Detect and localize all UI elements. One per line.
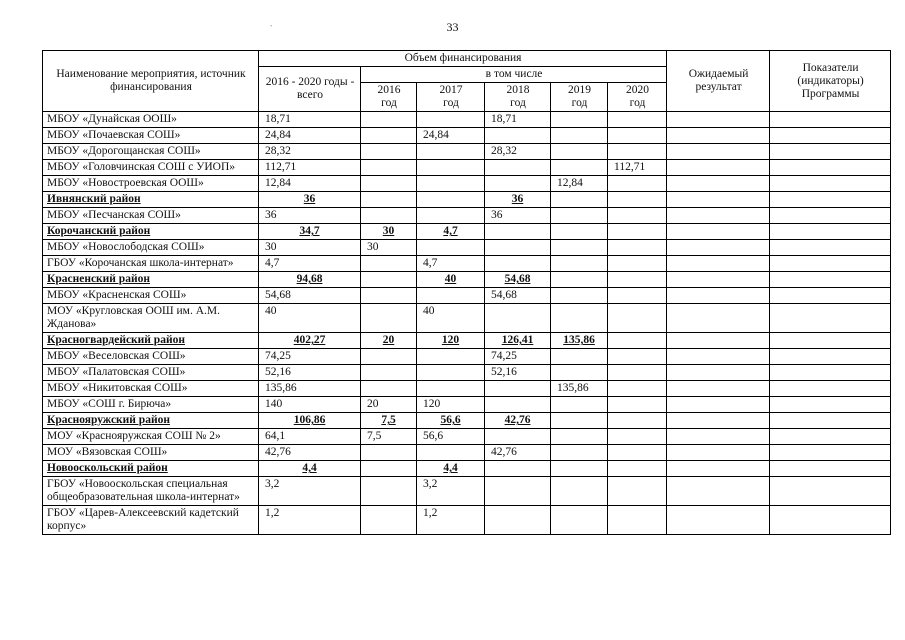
- table-row: [43, 256, 891, 272]
- table-row: [43, 381, 891, 397]
- cell-year-2020: [608, 461, 667, 477]
- cell-year-2019: [551, 477, 608, 506]
- cell-indicators: [770, 208, 891, 224]
- cell-year-2018: 36: [485, 192, 551, 208]
- cell-year-2018: [485, 397, 551, 413]
- cell-year-2019: [551, 461, 608, 477]
- cell-year-2018: [485, 224, 551, 240]
- cell-expected-result: [667, 176, 770, 192]
- header-year-2020: [608, 83, 667, 112]
- table-row: [43, 477, 891, 506]
- cell-year-2018: [485, 256, 551, 272]
- year-unit: год: [629, 97, 646, 109]
- cell-year-2017: [417, 349, 485, 365]
- cell-year-2017: [417, 160, 485, 176]
- cell-year-2016: 7,5: [361, 429, 417, 445]
- cell-year-2016: 30: [361, 224, 417, 240]
- year-unit: год: [571, 97, 588, 109]
- cell-year-2017: [417, 240, 485, 256]
- cell-year-2020: [608, 128, 667, 144]
- cell-year-2020: [608, 176, 667, 192]
- school-name: ГБОУ «Царев-Алексеевский кадетский корпус»: [43, 506, 259, 535]
- cell-expected-result: [667, 397, 770, 413]
- cell-year-2019: [551, 397, 608, 413]
- header-including: в том числе: [361, 67, 667, 83]
- school-name: МОУ «Краснояружская СОШ № 2»: [43, 429, 259, 445]
- cell-year-2017: 4,7: [417, 224, 485, 240]
- school-name: МБОУ «Новослободская СОШ»: [43, 240, 259, 256]
- cell-expected-result: [667, 256, 770, 272]
- district-name: Новооскольский район: [43, 461, 259, 477]
- cell-year-2020: [608, 381, 667, 397]
- cell-year-2020: [608, 192, 667, 208]
- table-row: [43, 349, 891, 365]
- funding-table: [42, 50, 891, 535]
- school-name: МБОУ «Почаевская СОШ»: [43, 128, 259, 144]
- cell-year-2018: [485, 381, 551, 397]
- table-row: [43, 112, 891, 128]
- cell-year-2020: [608, 256, 667, 272]
- header-funding-group: Объем финансирования: [259, 51, 667, 67]
- cell-total: 34,7: [259, 224, 361, 240]
- cell-year-2019: [551, 208, 608, 224]
- district-name: Краснояружский район: [43, 413, 259, 429]
- school-name: МБОУ «Красненская СОШ»: [43, 288, 259, 304]
- cell-year-2016: [361, 349, 417, 365]
- cell-year-2018: 42,76: [485, 445, 551, 461]
- district-row: [43, 333, 891, 349]
- cell-total: 112,71: [259, 160, 361, 176]
- cell-year-2017: 120: [417, 333, 485, 349]
- cell-year-2019: [551, 128, 608, 144]
- cell-year-2016: [361, 445, 417, 461]
- cell-year-2016: [361, 176, 417, 192]
- district-name: Красненский район: [43, 272, 259, 288]
- cell-total: 140: [259, 397, 361, 413]
- cell-year-2016: [361, 477, 417, 506]
- cell-expected-result: [667, 208, 770, 224]
- cell-total: 3,2: [259, 477, 361, 506]
- cell-year-2017: [417, 381, 485, 397]
- cell-indicators: [770, 445, 891, 461]
- cell-year-2020: [608, 397, 667, 413]
- cell-year-2016: [361, 144, 417, 160]
- school-name: МБОУ «Головчинская СОШ с УИОП»: [43, 160, 259, 176]
- cell-expected-result: [667, 349, 770, 365]
- cell-total: 4,7: [259, 256, 361, 272]
- school-name: МБОУ «Никитовская СОШ»: [43, 381, 259, 397]
- cell-year-2020: [608, 445, 667, 461]
- table-row: [43, 128, 891, 144]
- cell-year-2017: [417, 112, 485, 128]
- cell-year-2019: [551, 506, 608, 535]
- cell-total: 40: [259, 304, 361, 333]
- cell-year-2020: [608, 429, 667, 445]
- cell-total: 36: [259, 192, 361, 208]
- cell-expected-result: [667, 461, 770, 477]
- year-unit: год: [381, 97, 397, 109]
- cell-year-2016: [361, 272, 417, 288]
- cell-year-2018: [485, 304, 551, 333]
- cell-total: 106,86: [259, 413, 361, 429]
- cell-year-2017: 4,7: [417, 256, 485, 272]
- cell-total: 24,84: [259, 128, 361, 144]
- cell-year-2017: 4,4: [417, 461, 485, 477]
- cell-year-2017: [417, 208, 485, 224]
- cell-total: 36: [259, 208, 361, 224]
- cell-year-2017: 24,84: [417, 128, 485, 144]
- school-name: МОУ «Вязовская СОШ»: [43, 445, 259, 461]
- cell-expected-result: [667, 112, 770, 128]
- cell-year-2017: [417, 365, 485, 381]
- cell-year-2019: [551, 272, 608, 288]
- cell-year-2020: [608, 288, 667, 304]
- table-row: [43, 429, 891, 445]
- district-name: Красногвардейский район: [43, 333, 259, 349]
- cell-total: 12,84: [259, 176, 361, 192]
- school-name: МБОУ «Палатовская СОШ»: [43, 365, 259, 381]
- cell-year-2019: 135,86: [551, 333, 608, 349]
- cell-expected-result: [667, 477, 770, 506]
- cell-total: 402,27: [259, 333, 361, 349]
- cell-expected-result: [667, 192, 770, 208]
- cell-indicators: [770, 397, 891, 413]
- cell-year-2020: [608, 272, 667, 288]
- cell-year-2020: [608, 112, 667, 128]
- cell-year-2016: [361, 506, 417, 535]
- cell-year-2017: 120: [417, 397, 485, 413]
- cell-year-2017: [417, 176, 485, 192]
- school-name: МБОУ «Веселовская СОШ»: [43, 349, 259, 365]
- header-year-2019: [551, 83, 608, 112]
- cell-total: 94,68: [259, 272, 361, 288]
- school-name: ГБОУ «Новооскольская специальная общеобразовательная школа-интернат»: [43, 477, 259, 506]
- cell-year-2019: [551, 349, 608, 365]
- cell-indicators: [770, 506, 891, 535]
- cell-indicators: [770, 381, 891, 397]
- year-label: 2017: [439, 84, 463, 96]
- cell-year-2019: [551, 112, 608, 128]
- district-row: [43, 413, 891, 429]
- header-year-2018: [485, 83, 551, 112]
- cell-year-2018: [485, 429, 551, 445]
- cell-year-2019: [551, 445, 608, 461]
- page-number: 33: [446, 20, 459, 34]
- cell-year-2020: [608, 365, 667, 381]
- cell-expected-result: [667, 240, 770, 256]
- cell-expected-result: [667, 224, 770, 240]
- cell-year-2019: [551, 413, 608, 429]
- table-row: [43, 397, 891, 413]
- cell-year-2020: [608, 349, 667, 365]
- table-row: [43, 445, 891, 461]
- cell-year-2018: 28,32: [485, 144, 551, 160]
- table-row: [43, 208, 891, 224]
- cell-year-2018: [485, 477, 551, 506]
- cell-year-2019: [551, 224, 608, 240]
- cell-year-2019: [551, 256, 608, 272]
- cell-total: 74,25: [259, 349, 361, 365]
- cell-year-2016: [361, 192, 417, 208]
- table-row: [43, 160, 891, 176]
- cell-indicators: [770, 477, 891, 506]
- cell-total: 42,76: [259, 445, 361, 461]
- cell-year-2018: [485, 506, 551, 535]
- cell-year-2016: [361, 160, 417, 176]
- cell-year-2018: 74,25: [485, 349, 551, 365]
- cell-indicators: [770, 365, 891, 381]
- table-row: [43, 506, 891, 535]
- cell-indicators: [770, 333, 891, 349]
- district-row: [43, 192, 891, 208]
- cell-year-2016: [361, 304, 417, 333]
- cell-year-2020: [608, 240, 667, 256]
- cell-year-2019: [551, 304, 608, 333]
- cell-year-2017: [417, 288, 485, 304]
- cell-year-2017: 56,6: [417, 413, 485, 429]
- cell-expected-result: [667, 304, 770, 333]
- cell-expected-result: [667, 429, 770, 445]
- cell-expected-result: [667, 272, 770, 288]
- cell-year-2018: [485, 176, 551, 192]
- cell-indicators: [770, 288, 891, 304]
- table-row: [43, 240, 891, 256]
- header-year-2016: [361, 83, 417, 112]
- cell-year-2019: [551, 144, 608, 160]
- scan-mark: `: [270, 24, 273, 33]
- cell-year-2019: 12,84: [551, 176, 608, 192]
- cell-indicators: [770, 461, 891, 477]
- cell-total: 28,32: [259, 144, 361, 160]
- cell-indicators: [770, 240, 891, 256]
- cell-expected-result: [667, 413, 770, 429]
- cell-indicators: [770, 144, 891, 160]
- cell-indicators: [770, 160, 891, 176]
- cell-expected-result: [667, 381, 770, 397]
- cell-year-2020: [608, 224, 667, 240]
- district-name: Ивнянский район: [43, 192, 259, 208]
- cell-indicators: [770, 128, 891, 144]
- school-name: МБОУ «Дунайская ООШ»: [43, 112, 259, 128]
- header-year-2017: [417, 83, 485, 112]
- cell-year-2020: [608, 506, 667, 535]
- table-row: [43, 365, 891, 381]
- cell-year-2016: [361, 365, 417, 381]
- table-row: [43, 176, 891, 192]
- cell-year-2019: 135,86: [551, 381, 608, 397]
- cell-year-2017: 1,2: [417, 506, 485, 535]
- cell-year-2019: [551, 192, 608, 208]
- cell-indicators: [770, 176, 891, 192]
- cell-year-2019: [551, 365, 608, 381]
- cell-year-2016: [361, 288, 417, 304]
- cell-year-2020: 112,71: [608, 160, 667, 176]
- cell-year-2020: [608, 304, 667, 333]
- table-row: [43, 288, 891, 304]
- cell-year-2016: [361, 256, 417, 272]
- cell-year-2018: 36: [485, 208, 551, 224]
- cell-indicators: [770, 429, 891, 445]
- cell-year-2016: 30: [361, 240, 417, 256]
- cell-year-2017: 3,2: [417, 477, 485, 506]
- cell-total: 54,68: [259, 288, 361, 304]
- table-body: [43, 112, 891, 535]
- cell-expected-result: [667, 365, 770, 381]
- header-expected-result: Ожидаемый результат: [667, 51, 770, 112]
- cell-expected-result: [667, 506, 770, 535]
- header-indicators: Показатели (индикаторы) Программы: [770, 51, 891, 112]
- cell-indicators: [770, 413, 891, 429]
- cell-year-2018: [485, 240, 551, 256]
- cell-expected-result: [667, 445, 770, 461]
- table-row: [43, 144, 891, 160]
- district-row: [43, 272, 891, 288]
- year-unit: год: [510, 97, 526, 109]
- year-unit: год: [443, 97, 459, 109]
- cell-year-2017: 56,6: [417, 429, 485, 445]
- cell-indicators: [770, 304, 891, 333]
- cell-year-2019: [551, 160, 608, 176]
- year-label: 2018: [506, 84, 530, 96]
- cell-year-2016: 20: [361, 397, 417, 413]
- cell-year-2018: [485, 160, 551, 176]
- cell-year-2020: [608, 413, 667, 429]
- cell-year-2016: [361, 208, 417, 224]
- district-name: Корочанский район: [43, 224, 259, 240]
- cell-expected-result: [667, 288, 770, 304]
- cell-expected-result: [667, 333, 770, 349]
- cell-indicators: [770, 192, 891, 208]
- cell-year-2018: 52,16: [485, 365, 551, 381]
- cell-year-2019: [551, 288, 608, 304]
- school-name: МБОУ «Дорогощанская СОШ»: [43, 144, 259, 160]
- cell-year-2018: 42,76: [485, 413, 551, 429]
- cell-indicators: [770, 349, 891, 365]
- cell-year-2018: 126,41: [485, 333, 551, 349]
- cell-indicators: [770, 224, 891, 240]
- cell-year-2018: 18,71: [485, 112, 551, 128]
- cell-indicators: [770, 272, 891, 288]
- cell-year-2016: [361, 381, 417, 397]
- year-label: 2016: [377, 84, 401, 96]
- cell-year-2016: 20: [361, 333, 417, 349]
- cell-indicators: [770, 256, 891, 272]
- cell-total: 52,16: [259, 365, 361, 381]
- table-header: [43, 51, 891, 112]
- cell-expected-result: [667, 144, 770, 160]
- district-row: [43, 461, 891, 477]
- cell-year-2020: [608, 477, 667, 506]
- cell-total: 18,71: [259, 112, 361, 128]
- cell-year-2018: 54,68: [485, 272, 551, 288]
- cell-year-2020: [608, 208, 667, 224]
- cell-year-2017: 40: [417, 304, 485, 333]
- year-label: 2020: [626, 84, 650, 96]
- cell-year-2016: [361, 128, 417, 144]
- year-label: 2019: [568, 84, 591, 96]
- cell-total: 4,4: [259, 461, 361, 477]
- cell-year-2016: [361, 112, 417, 128]
- cell-year-2017: [417, 144, 485, 160]
- cell-year-2017: [417, 192, 485, 208]
- header-total-column: 2016 - 2020 годы - всего: [259, 67, 361, 112]
- cell-year-2020: [608, 144, 667, 160]
- district-row: [43, 224, 891, 240]
- cell-year-2018: 54,68: [485, 288, 551, 304]
- cell-year-2019: [551, 429, 608, 445]
- school-name: МБОУ «СОШ г. Бирюча»: [43, 397, 259, 413]
- cell-year-2018: [485, 128, 551, 144]
- school-name: МОУ «Кругловская ООШ им. А.М. Жданова»: [43, 304, 259, 333]
- cell-total: 135,86: [259, 381, 361, 397]
- cell-year-2017: 40: [417, 272, 485, 288]
- cell-expected-result: [667, 160, 770, 176]
- cell-year-2018: [485, 461, 551, 477]
- cell-expected-result: [667, 128, 770, 144]
- cell-year-2020: [608, 333, 667, 349]
- school-name: МБОУ «Новостроевская ООШ»: [43, 176, 259, 192]
- header-name-column: Наименование мероприятия, источник финансирования: [43, 51, 259, 112]
- cell-year-2016: [361, 461, 417, 477]
- cell-year-2016: 7,5: [361, 413, 417, 429]
- cell-indicators: [770, 112, 891, 128]
- cell-total: 64,1: [259, 429, 361, 445]
- table-row: [43, 304, 891, 333]
- school-name: ГБОУ «Корочанская школа-интернат»: [43, 256, 259, 272]
- cell-total: 1,2: [259, 506, 361, 535]
- cell-total: 30: [259, 240, 361, 256]
- cell-year-2017: [417, 445, 485, 461]
- school-name: МБОУ «Песчанская СОШ»: [43, 208, 259, 224]
- cell-year-2019: [551, 240, 608, 256]
